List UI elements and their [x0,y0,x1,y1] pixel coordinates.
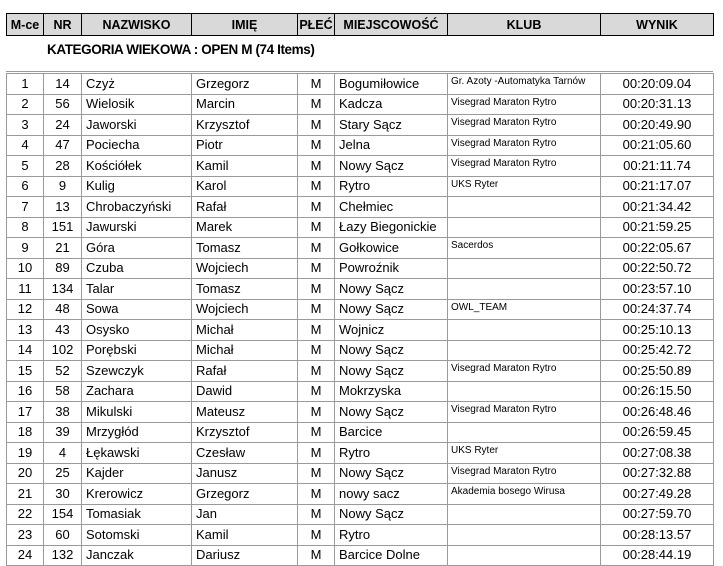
cell-nr: 52 [44,361,82,382]
cell-result: 00:23:57.10 [601,279,714,300]
table-row [7,504,714,525]
cell-sex: M [298,361,335,382]
cell-club: Visegrad Maraton Rytro [448,402,601,423]
cell-result: 00:20:09.04 [601,74,714,95]
header-club: KLUB [448,14,601,36]
cell-surname: Janczak [82,545,192,566]
cell-club: Sacerdos [448,238,601,259]
table-row [7,443,714,464]
cell-result: 00:22:50.72 [601,258,714,279]
cell-result: 00:26:15.50 [601,381,714,402]
cell-nr: 28 [44,156,82,177]
cell-nr: 56 [44,94,82,115]
cell-club: Visegrad Maraton Rytro [448,463,601,484]
cell-sex: M [298,94,335,115]
cell-place: 16 [7,381,44,402]
cell-surname: Tomasiak [82,504,192,525]
cell-firstname: Mateusz [192,402,298,423]
cell-firstname: Wojciech [192,299,298,320]
cell-firstname: Grzegorz [192,484,298,505]
cell-nr: 39 [44,422,82,443]
table-row [7,238,714,259]
column-header-row [7,14,714,36]
cell-nr: 48 [44,299,82,320]
cell-firstname: Krzysztof [192,422,298,443]
cell-firstname: Piotr [192,135,298,156]
cell-club [448,545,601,566]
cell-place: 13 [7,320,44,341]
table-row [7,135,714,156]
cell-town: Jelna [335,135,448,156]
cell-town: Nowy Sącz [335,361,448,382]
table-row [7,463,714,484]
cell-place: 1 [7,74,44,95]
cell-result: 00:28:13.57 [601,525,714,546]
cell-club: OWL_TEAM [448,299,601,320]
cell-surname: Jawurski [82,217,192,238]
cell-town: Stary Sącz [335,115,448,136]
cell-sex: M [298,217,335,238]
cell-club [448,217,601,238]
cell-place: 4 [7,135,44,156]
cell-nr: 9 [44,176,82,197]
cell-place: 7 [7,197,44,218]
cell-sex: M [298,279,335,300]
cell-nr: 25 [44,463,82,484]
cell-club: UKS Ryter [448,443,601,464]
cell-surname: Krerowicz [82,484,192,505]
cell-town: Rytro [335,176,448,197]
cell-town: Nowy Sącz [335,504,448,525]
table-row [7,402,714,423]
cell-result: 00:27:59.70 [601,504,714,525]
cell-surname: Kościółek [82,156,192,177]
cell-nr: 14 [44,74,82,95]
cell-surname: Pociecha [82,135,192,156]
cell-firstname: Janusz [192,463,298,484]
cell-sex: M [298,340,335,361]
cell-surname: Góra [82,238,192,259]
cell-firstname: Czesław [192,443,298,464]
table-row [7,340,714,361]
cell-club: Gr. Azoty -Automatyka Tarnów [448,74,601,95]
results-table [6,73,714,566]
cell-sex: M [298,463,335,484]
cell-club: Visegrad Maraton Rytro [448,94,601,115]
cell-club: Visegrad Maraton Rytro [448,156,601,177]
cell-result: 00:24:37.74 [601,299,714,320]
cell-firstname: Rafał [192,197,298,218]
cell-firstname: Marek [192,217,298,238]
cell-club [448,320,601,341]
cell-town: nowy sacz [335,484,448,505]
cell-club [448,381,601,402]
cell-place: 12 [7,299,44,320]
cell-sex: M [298,381,335,402]
table-row [7,545,714,566]
header-town: MIEJSCOWOŚĆ [335,14,448,36]
cell-town: Mokrzyska [335,381,448,402]
cell-result: 00:22:05.67 [601,238,714,259]
cell-town: Rytro [335,525,448,546]
table-row [7,279,714,300]
table-row [7,74,714,95]
cell-result: 00:25:42.72 [601,340,714,361]
cell-club: Akademia bosego Wirusa [448,484,601,505]
cell-firstname: Rafał [192,361,298,382]
cell-firstname: Michał [192,320,298,341]
cell-nr: 30 [44,484,82,505]
cell-result: 00:27:32.88 [601,463,714,484]
cell-surname: Czuba [82,258,192,279]
cell-town: Nowy Sącz [335,279,448,300]
cell-place: 2 [7,94,44,115]
cell-firstname: Grzegorz [192,74,298,95]
table-row [7,381,714,402]
cell-result: 00:20:31.13 [601,94,714,115]
cell-surname: Mrzygłód [82,422,192,443]
cell-town: Gołkowice [335,238,448,259]
cell-place: 20 [7,463,44,484]
cell-town: Barcice Dolne [335,545,448,566]
cell-place: 10 [7,258,44,279]
cell-town: Bogumiłowice [335,74,448,95]
header-nr: NR [44,14,82,36]
cell-sex: M [298,525,335,546]
cell-nr: 4 [44,443,82,464]
cell-town: Barcice [335,422,448,443]
cell-nr: 24 [44,115,82,136]
cell-surname: Osysko [82,320,192,341]
cell-place: 8 [7,217,44,238]
cell-club [448,258,601,279]
cell-sex: M [298,320,335,341]
cell-surname: Łękawski [82,443,192,464]
cell-firstname: Krzysztof [192,115,298,136]
cell-sex: M [298,135,335,156]
cell-town: Nowy Sącz [335,340,448,361]
cell-town: Nowy Sącz [335,463,448,484]
cell-sex: M [298,115,335,136]
cell-club: Visegrad Maraton Rytro [448,135,601,156]
cell-nr: 21 [44,238,82,259]
cell-club: Visegrad Maraton Rytro [448,361,601,382]
cell-place: 19 [7,443,44,464]
table-row [7,525,714,546]
cell-result: 00:28:44.19 [601,545,714,566]
cell-surname: Jaworski [82,115,192,136]
cell-surname: Sowa [82,299,192,320]
cell-result: 00:26:48.46 [601,402,714,423]
category-title: KATEGORIA WIEKOWA : OPEN M (74 Items) [47,42,315,57]
cell-surname: Wielosik [82,94,192,115]
cell-place: 18 [7,422,44,443]
table-row [7,217,714,238]
cell-place: 6 [7,176,44,197]
cell-place: 14 [7,340,44,361]
cell-firstname: Wojciech [192,258,298,279]
cell-town: Nowy Sącz [335,156,448,177]
cell-firstname: Jan [192,504,298,525]
cell-result: 00:25:10.13 [601,320,714,341]
cell-nr: 43 [44,320,82,341]
table-row [7,258,714,279]
cell-firstname: Marcin [192,94,298,115]
cell-firstname: Dawid [192,381,298,402]
cell-result: 00:21:17.07 [601,176,714,197]
table-row [7,361,714,382]
cell-result: 00:27:08.38 [601,443,714,464]
cell-sex: M [298,422,335,443]
cell-sex: M [298,197,335,218]
cell-sex: M [298,176,335,197]
results-body [7,74,714,566]
table-row [7,299,714,320]
cell-club [448,525,601,546]
cell-club [448,422,601,443]
cell-result: 00:21:05.60 [601,135,714,156]
cell-nr: 154 [44,504,82,525]
cell-surname: Czyż [82,74,192,95]
header-surname: NAZWISKO [82,14,192,36]
table-row [7,484,714,505]
cell-club: Visegrad Maraton Rytro [448,115,601,136]
cell-firstname: Karol [192,176,298,197]
cell-nr: 134 [44,279,82,300]
cell-place: 3 [7,115,44,136]
cell-firstname: Tomasz [192,279,298,300]
cell-sex: M [298,156,335,177]
cell-place: 23 [7,525,44,546]
cell-town: Rytro [335,443,448,464]
cell-place: 21 [7,484,44,505]
cell-nr: 151 [44,217,82,238]
table-row [7,156,714,177]
cell-surname: Porębski [82,340,192,361]
cell-result: 00:21:34.42 [601,197,714,218]
cell-firstname: Kamil [192,525,298,546]
cell-surname: Szewczyk [82,361,192,382]
cell-surname: Talar [82,279,192,300]
table-row [7,94,714,115]
cell-result: 00:26:59.45 [601,422,714,443]
cell-result: 00:25:50.89 [601,361,714,382]
table-row [7,115,714,136]
cell-town: Powroźnik [335,258,448,279]
cell-firstname: Michał [192,340,298,361]
cell-result: 00:21:59.25 [601,217,714,238]
cell-surname: Zachara [82,381,192,402]
cell-surname: Chrobaczyński [82,197,192,218]
cell-nr: 58 [44,381,82,402]
cell-sex: M [298,484,335,505]
cell-nr: 38 [44,402,82,423]
cell-surname: Mikulski [82,402,192,423]
cell-nr: 102 [44,340,82,361]
cell-place: 17 [7,402,44,423]
cell-firstname: Kamil [192,156,298,177]
cell-town: Kadcza [335,94,448,115]
cell-sex: M [298,443,335,464]
table-row [7,197,714,218]
cell-nr: 13 [44,197,82,218]
cell-town: Nowy Sącz [335,299,448,320]
cell-sex: M [298,545,335,566]
cell-sex: M [298,258,335,279]
cell-firstname: Dariusz [192,545,298,566]
cell-sex: M [298,504,335,525]
cell-nr: 132 [44,545,82,566]
header-place: M-ce [7,14,44,36]
cell-firstname: Tomasz [192,238,298,259]
cell-place: 22 [7,504,44,525]
cell-town: Łazy Biegonickie [335,217,448,238]
header-firstname: IMIĘ [192,14,298,36]
cell-sex: M [298,74,335,95]
cell-place: 11 [7,279,44,300]
cell-club: UKS Ryter [448,176,601,197]
table-row [7,422,714,443]
table-top-divider [6,71,713,72]
cell-nr: 47 [44,135,82,156]
cell-surname: Sotomski [82,525,192,546]
cell-club [448,504,601,525]
cell-sex: M [298,238,335,259]
cell-club [448,197,601,218]
header-sex: PŁEĆ [298,14,335,36]
cell-surname: Kulig [82,176,192,197]
cell-place: 24 [7,545,44,566]
column-header-table [6,13,714,36]
table-row [7,320,714,341]
cell-result: 00:21:11.74 [601,156,714,177]
cell-place: 5 [7,156,44,177]
cell-result: 00:27:49.28 [601,484,714,505]
cell-club [448,340,601,361]
cell-town: Chełmiec [335,197,448,218]
cell-town: Wojnicz [335,320,448,341]
cell-sex: M [298,402,335,423]
cell-result: 00:20:49.90 [601,115,714,136]
cell-sex: M [298,299,335,320]
cell-town: Nowy Sącz [335,402,448,423]
cell-place: 9 [7,238,44,259]
table-row [7,176,714,197]
cell-club [448,279,601,300]
cell-nr: 89 [44,258,82,279]
cell-nr: 60 [44,525,82,546]
header-result: WYNIK [601,14,714,36]
cell-place: 15 [7,361,44,382]
cell-surname: Kajder [82,463,192,484]
